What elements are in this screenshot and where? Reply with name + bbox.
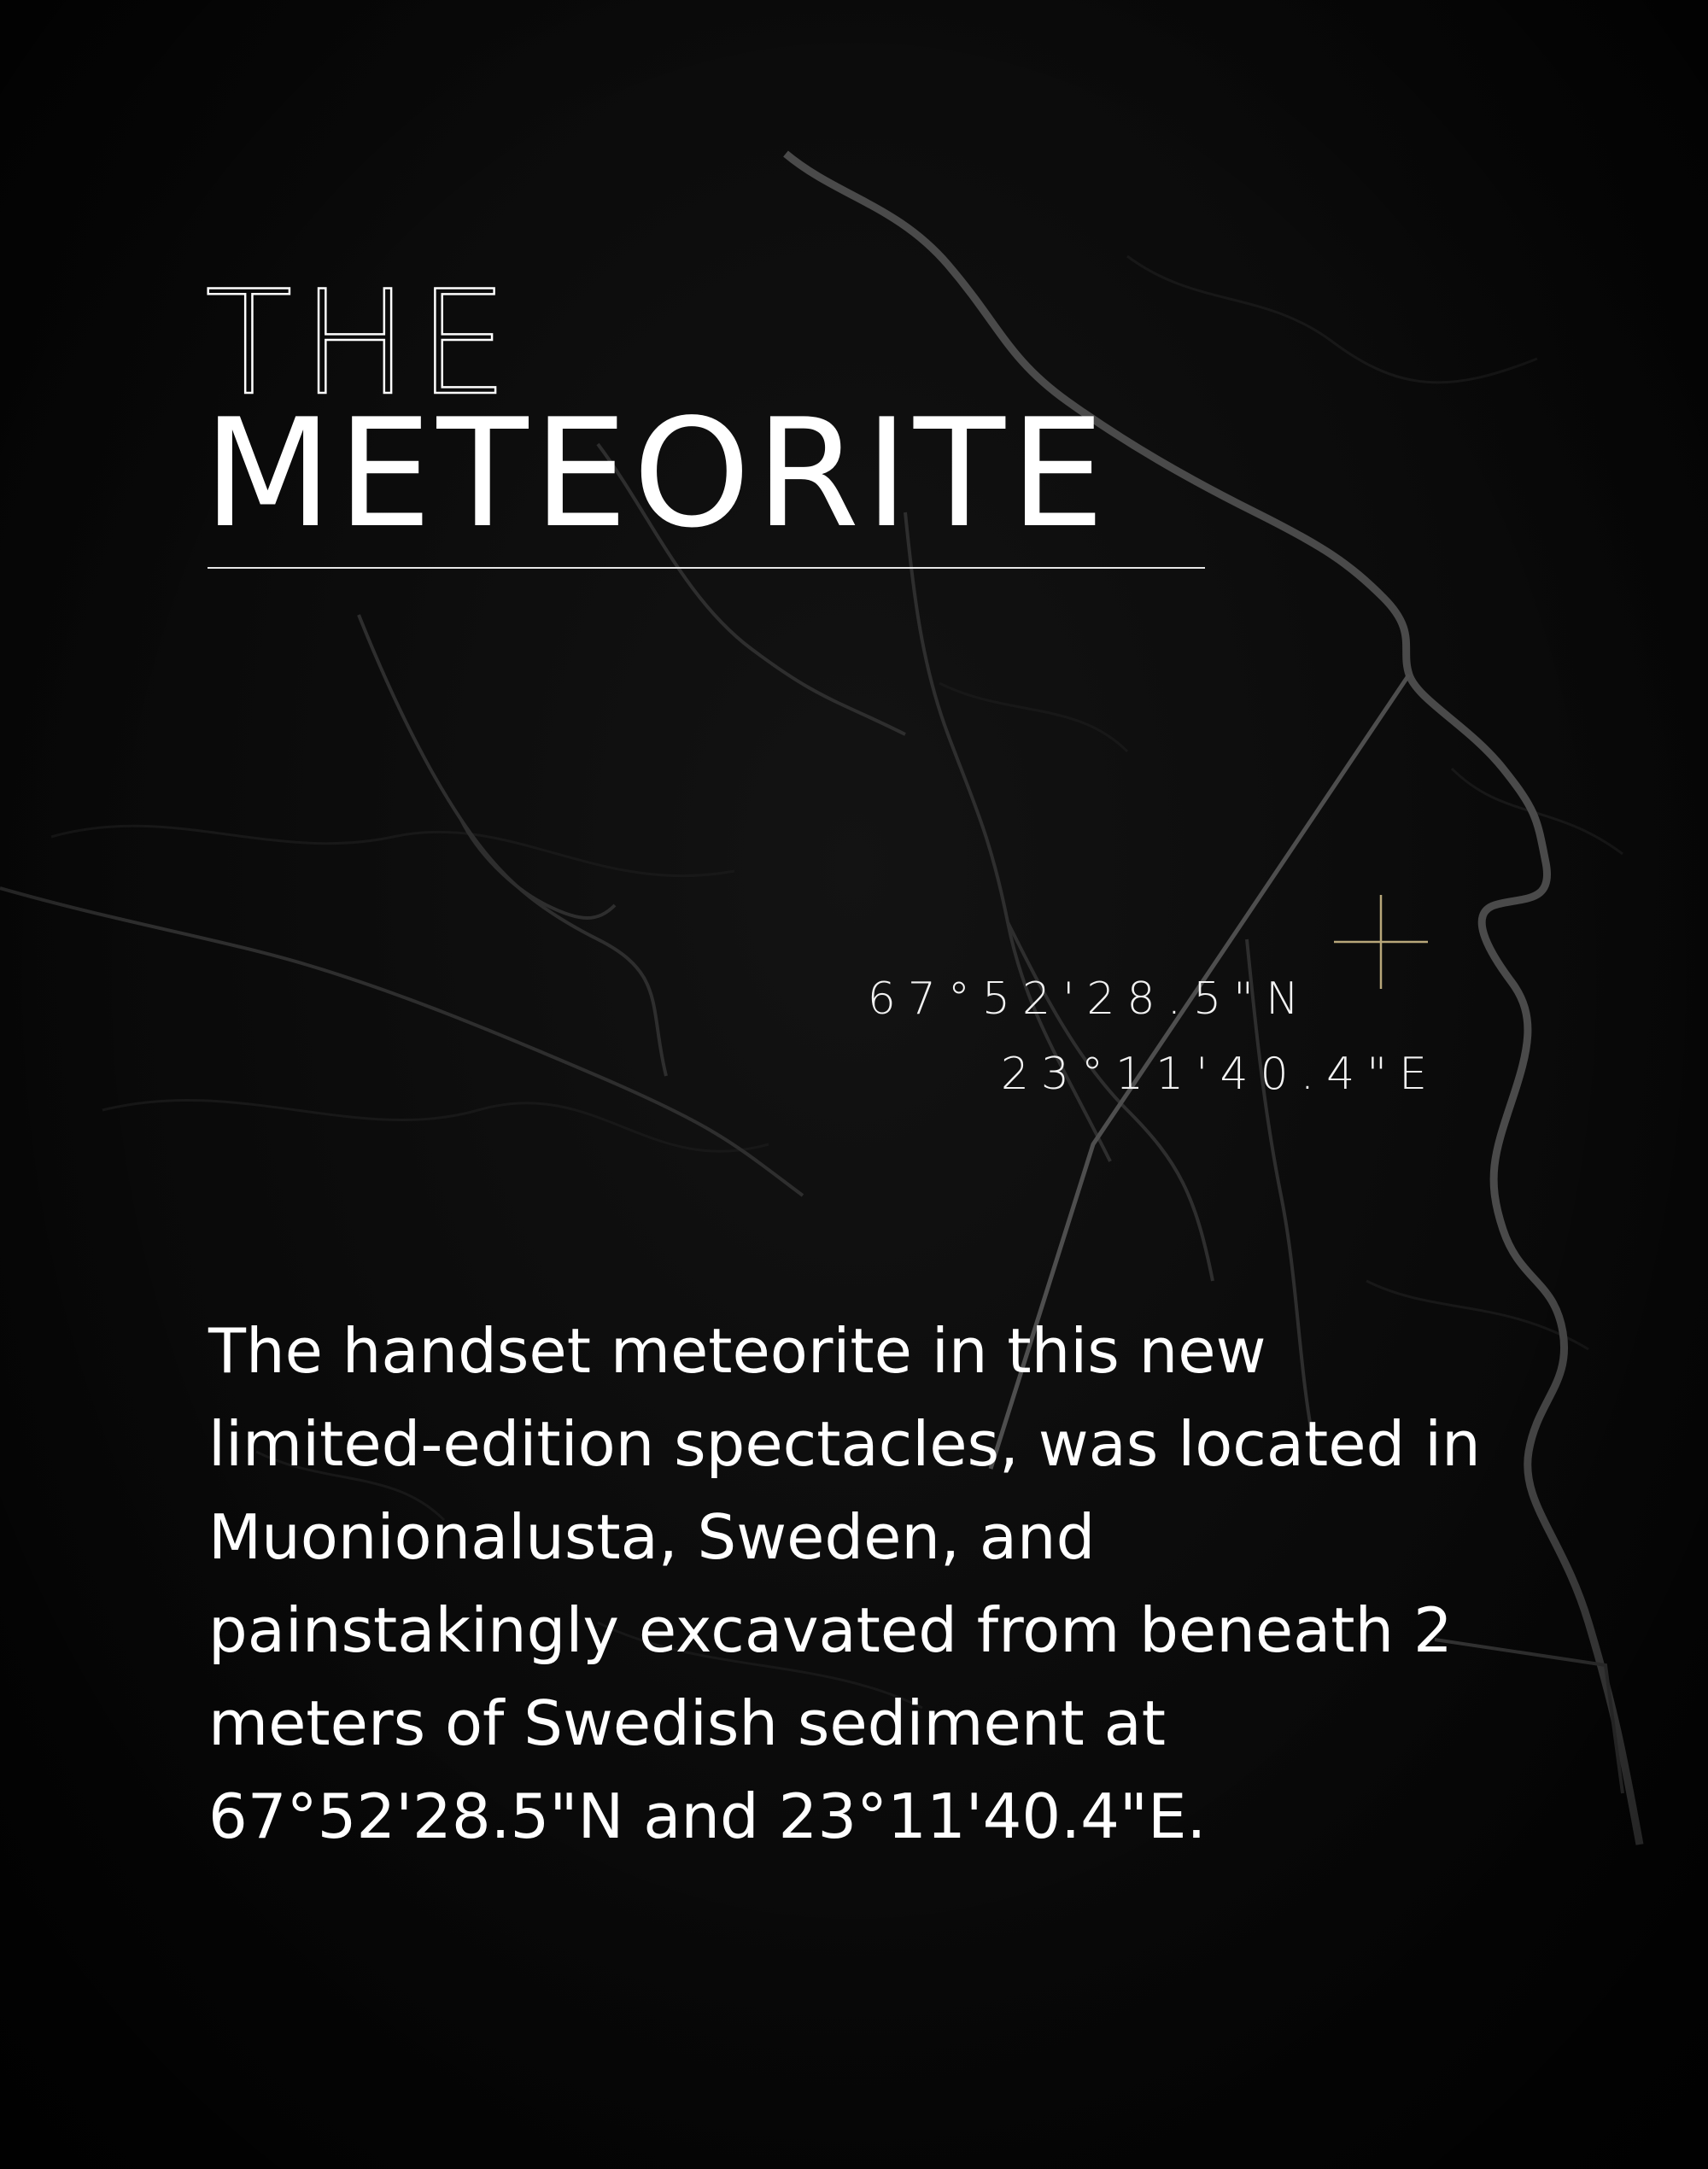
description-paragraph: The handset meteorite in this new limited-edition spectacles, was located in Muonionalusta, Sweden, and painstakingly excavated from beneath 2 meters of Swedish sediment at 67°52'28.5"N and 23°11'40.4"E. xyxy=(208,1315,1481,1852)
coordinates-label xyxy=(868,962,1439,1112)
title-underline xyxy=(208,567,1205,569)
longitude-text: 23°11'40.4"E xyxy=(1000,1049,1439,1100)
title-prefix: THE xyxy=(205,260,518,427)
page-title: METEORITE xyxy=(203,388,1110,561)
latitude-text: 67°52'28.5"N xyxy=(867,973,1311,1025)
